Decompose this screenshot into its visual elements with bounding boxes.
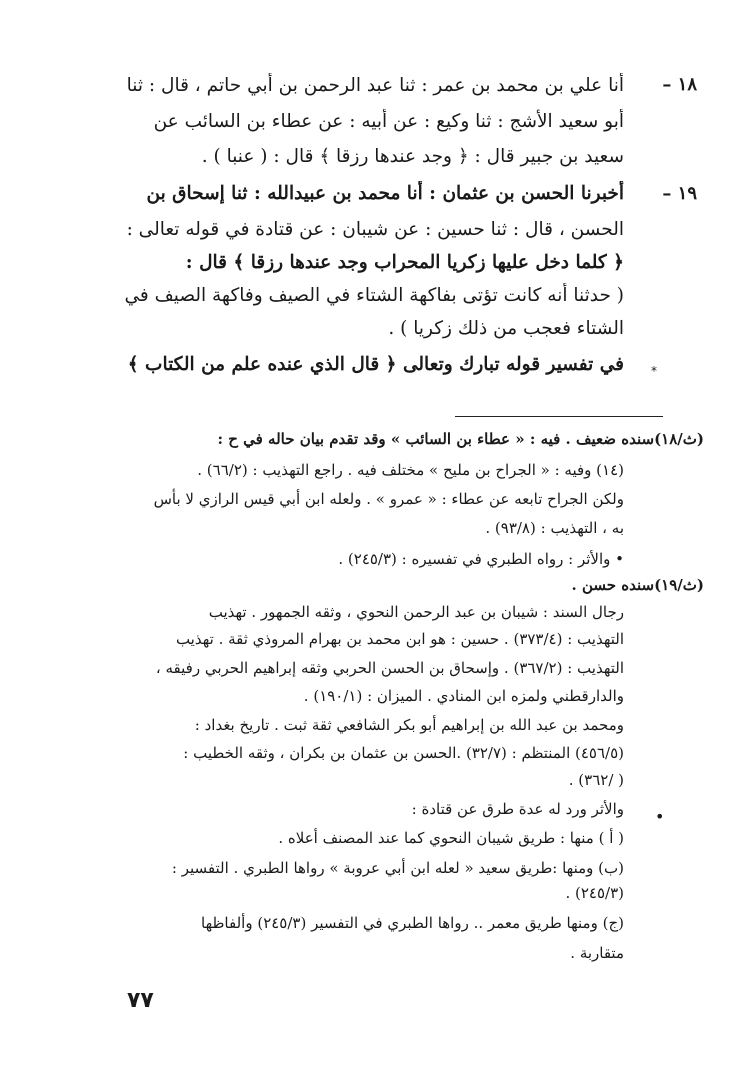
footnote-line: ولكن الجراح تابعه عن عطاء : « عمرو » . ولعله ابن أبي قيس الرازي لا بأس — [153, 490, 624, 508]
footnote-line: ( /٣٦٢) . — [568, 771, 624, 789]
footnote-line: متقاربة . — [570, 944, 624, 962]
footnote-line: (١٤) وفيه : « الجراح بن مليح » مختلف فيه . راجع التهذيب : (٦٦/٢) . — [197, 461, 624, 479]
footnote-line: رجال السند : شيبان بن عبد الرحمن النحوي ، وثقه الجمهور . تهذيب — [208, 603, 624, 621]
entry-line: ﴿ كلما دخل عليها زكريا المحراب وجد عندها رزقا ﴾ قال : — [185, 252, 624, 273]
footnote-bullet: • — [655, 807, 665, 826]
entry-number: ١٨ – — [662, 74, 697, 95]
entry-line: أخبرنا الحسن بن عثمان : أنا محمد بن عبيدالله : ثنا إسحاق بن — [146, 183, 624, 204]
entry-number: ١٩ – — [662, 183, 697, 204]
entry-line: أنا علي بن محمد بن عمر : ثنا عبد الرحمن بن أبي حاتم ، قال : ثنا — [126, 75, 624, 96]
footnote-line: (ث/١٨)سنده ضعيف . فيه : « عطاء بن السائب » وقد تقدم بيان حاله في ح : — [217, 430, 704, 448]
entry-line: الحسن ، قال : ثنا حسين : عن شيبان : عن قتادة في قوله تعالى : — [126, 219, 624, 240]
footnote-line: التهذيب : (٣٧٣/٤) . حسين : هو ابن محمد بن بهرام المروذي ثقة . تهذيب — [175, 630, 624, 648]
footnote-line: (ب) ومنها :طريق سعيد « لعله ابن أبي عروبة » رواها الطبري . التفسير : — [171, 859, 624, 877]
footnote-line: ومحمد بن عبد الله بن إبراهيم أبو بكر الشافعي ثقة ثبت . تاريخ بغداد : — [194, 716, 624, 734]
section-marker: * — [651, 364, 657, 378]
footnote-line: (٢٤٥/٣) . — [565, 884, 624, 902]
footnote-line: ( أ ) منها : طريق شيبان النحوي كما عند المصنف أعلاه . — [278, 829, 624, 847]
footnote-line: (٤٥٦/٥) المنتظم : (٣٢/٧) .الحسن بن عثمان بن بكران ، وثقه الخطيب : — [183, 744, 624, 762]
entry-line: ( حدثنا أنه كانت تؤتى بفاكهة الشتاء في الصيف وفاكهة الصيف في — [124, 285, 624, 306]
footnote-line: التهذيب : (٣٦٧/٢) . وإسحاق بن الحسن الحربي وثقه إبراهيم الحربي رفيقه ، — [155, 659, 624, 677]
footnote-line: والدارقطني ولمزه ابن المنادي . الميزان : (١٩٠/١) . — [303, 687, 624, 705]
footnote-line: به ، التهذيب : (٩٣/٨) . — [485, 519, 624, 537]
entry-line: أبو سعيد الأشج : ثنا وكيع : عن أبيه : عن عطاء بن السائب عن — [153, 111, 624, 132]
section-heading: في تفسير قوله تبارك وتعالى ﴿ قال الذي عنده علم من الكتاب ﴾ — [127, 354, 624, 375]
footnote-line: (ث/١٩)سنده حسن . — [571, 576, 704, 594]
footnote-line: (ج) ومنها طريق معمر .. رواها الطبري في التفسير (٢٤٥/٣) وألفاظها — [201, 914, 624, 932]
page-number: ٧٧ — [127, 988, 154, 1013]
footnote-line: والأثر ورد له عدة طرق عن قتادة : — [411, 800, 624, 818]
footnote-divider — [455, 416, 663, 417]
entry-line: سعيد بن جبير قال : ﴿ وجد عندها رزقا ﴾ قال : ( عنبا ) . — [201, 146, 624, 167]
entry-line: الشتاء فعجب من ذلك زكريا ) . — [388, 318, 624, 339]
footnote-line: • والأثر : رواه الطبري في تفسيره : (٢٤٥/٣) . — [338, 550, 624, 568]
